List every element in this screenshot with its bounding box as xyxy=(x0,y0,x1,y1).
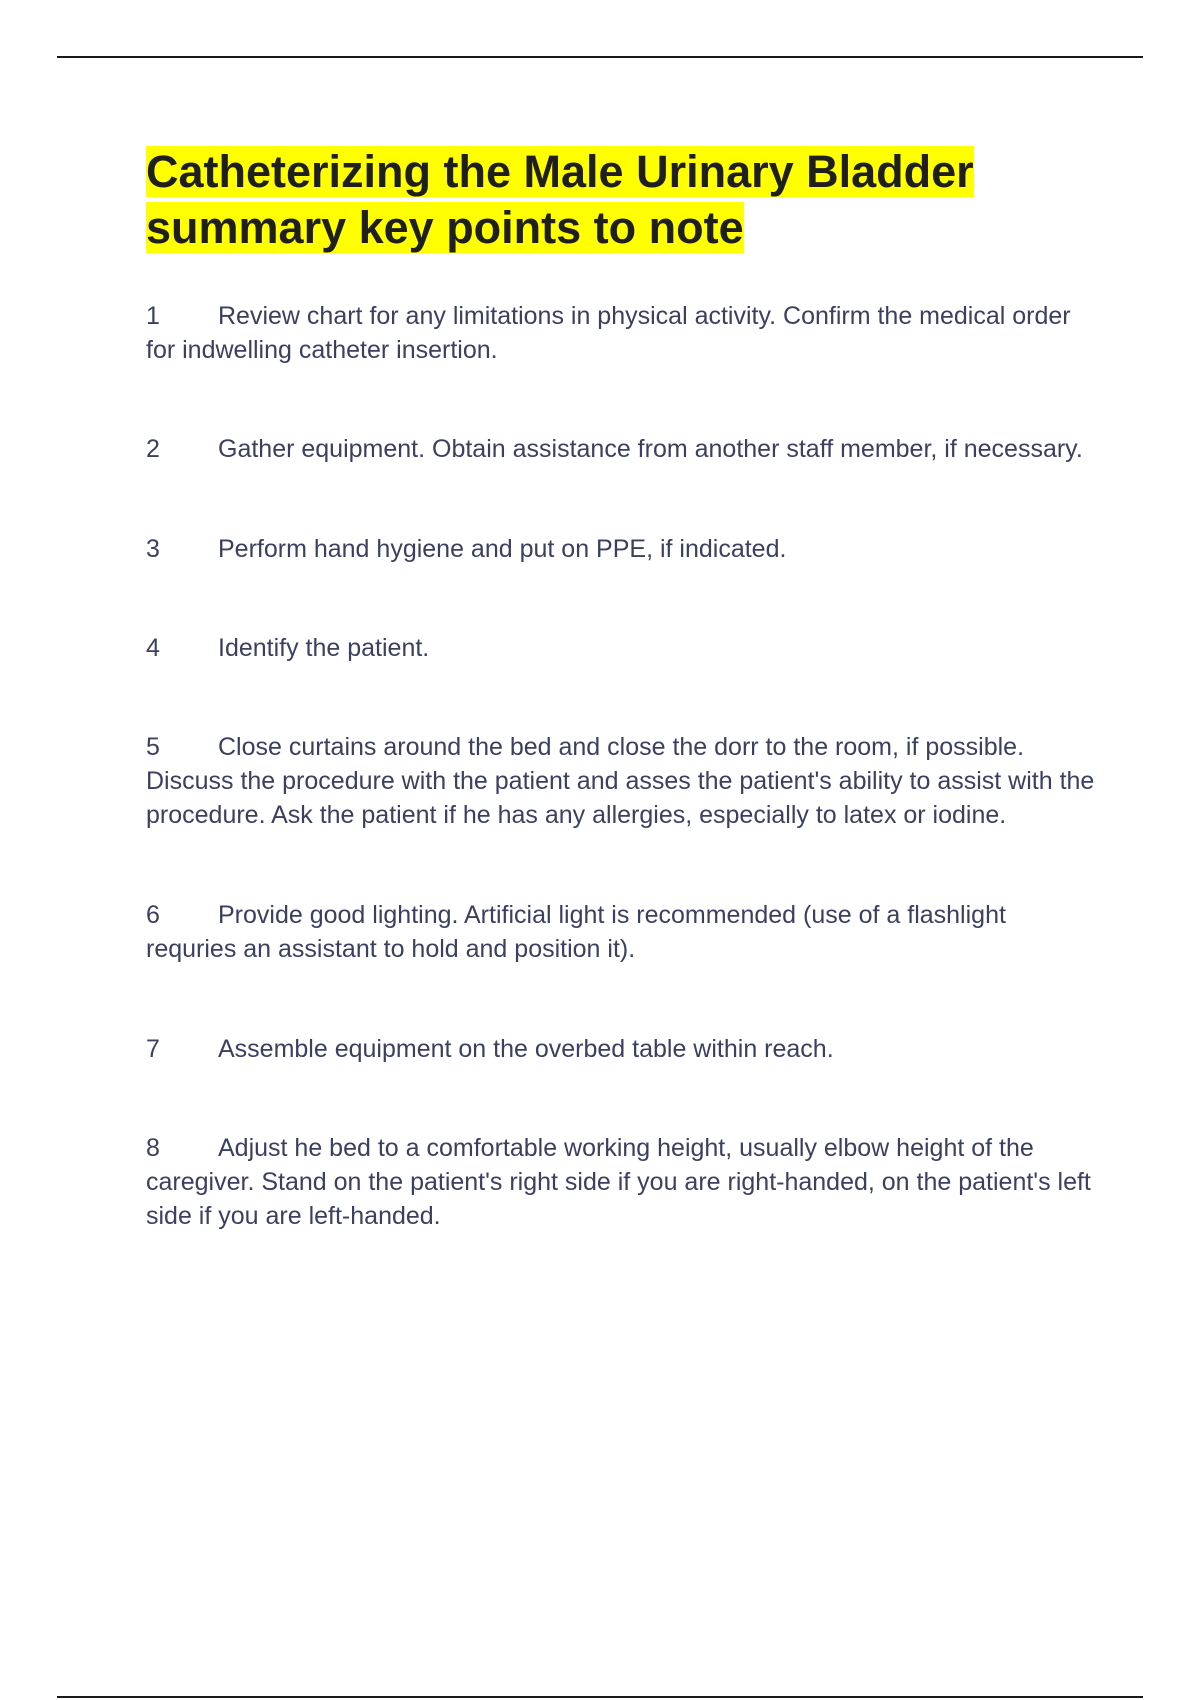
document-title xyxy=(146,144,1096,256)
step-number: 5 xyxy=(146,733,160,761)
step-text: Assemble equipment on the overbed table within reach. xyxy=(218,1035,834,1063)
top-divider xyxy=(57,56,1143,58)
step-text: Perform hand hygiene and put on PPE, if indicated. xyxy=(218,535,787,563)
step-item xyxy=(146,432,1096,466)
title-line-1: Catheterizing the Male Urinary Bladder xyxy=(146,146,974,197)
document-body xyxy=(146,144,1096,1233)
step-text: Gather equipment. Obtain assistance from another staff member, if necessary. xyxy=(218,435,1083,463)
step-item xyxy=(146,631,1096,665)
step-number: 2 xyxy=(146,435,160,463)
step-item xyxy=(146,730,1096,832)
step-number: 8 xyxy=(146,1134,160,1162)
step-text: Review chart for any limitations in physical activity. Confirm the medical order for indwelling catheter insertion. xyxy=(146,302,1071,364)
step-text: Provide good lighting. Artificial light is recommended (use of a flashlight requries an assistant to hold and position it). xyxy=(146,901,1006,963)
step-item xyxy=(146,1131,1096,1233)
step-number: 1 xyxy=(146,302,160,330)
step-number: 6 xyxy=(146,901,160,929)
step-item xyxy=(146,1032,1096,1066)
steps-list xyxy=(146,299,1096,1233)
step-number: 4 xyxy=(146,634,160,662)
bottom-divider xyxy=(57,1696,1143,1698)
step-number: 3 xyxy=(146,535,160,563)
step-item xyxy=(146,299,1096,367)
title-line-2: summary key points to note xyxy=(146,202,744,253)
step-item xyxy=(146,532,1096,566)
step-number: 7 xyxy=(146,1035,160,1063)
step-item xyxy=(146,898,1096,966)
step-text: Adjust he bed to a comfortable working height, usually elbow height of the caregiver. Stand on the patient's right side if you are right-handed, on the patient's left side if you are left-handed. xyxy=(146,1134,1091,1230)
step-text: Identify the patient. xyxy=(218,634,430,662)
step-text: Close curtains around the bed and close the dorr to the room, if possible. Discuss the procedure with the patient and asses the patient's ability to assist with the procedure. Ask the patient if he has any allergies, especially to latex or iodine. xyxy=(146,733,1095,829)
